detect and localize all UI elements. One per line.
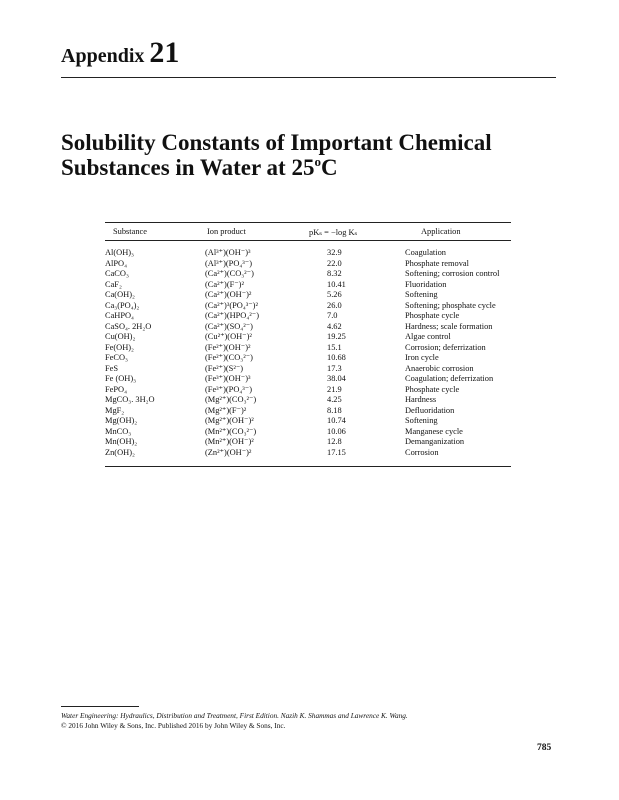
- cell-ion-product: (Mg²⁺)(CO₃²⁻): [205, 395, 257, 404]
- cell-application: Fluoridation: [405, 279, 447, 289]
- cell-substance: CaF₂: [105, 279, 122, 289]
- heading-rule: [61, 77, 556, 78]
- cell-pks: 10.68: [327, 353, 346, 362]
- cell-application: Phosphate cycle: [405, 384, 460, 394]
- cell-ion-product: (Ca²⁺)(OH⁻)²: [205, 290, 252, 299]
- cell-pks: 10.74: [327, 416, 346, 425]
- title-line-2: Substances in Water at 25$^o$C: [61, 154, 338, 180]
- cell-pks: 15.1: [327, 342, 342, 352]
- footnote-citation: Water Engineering: Hydraulics, Distribution and Treatment, First Edition. Nazih K. Shammas and Lawrence K. Wang.: [61, 711, 408, 720]
- cell-pks: 10.41: [327, 279, 346, 289]
- table-row: [105, 280, 511, 291]
- table-body: [105, 248, 511, 458]
- cell-application: Softening: [405, 416, 438, 425]
- cell-pks: 21.9: [327, 384, 342, 394]
- footnote-copyright: © 2016 John Wiley & Sons, Inc. Published 2016 by John Wiley & Sons, Inc.: [61, 721, 286, 730]
- cell-substance: Mg(OH)₂: [105, 416, 138, 425]
- cell-pks: 17.15: [327, 447, 346, 457]
- table-row: [105, 290, 511, 301]
- cell-application: Manganese cycle: [405, 426, 463, 436]
- table-row: [105, 374, 511, 385]
- cell-ion-product: (Fe²⁺)(OH⁻)²: [205, 342, 251, 352]
- cell-application: Softening; phosphate cycle: [405, 300, 496, 310]
- cell-pks: 38.04: [327, 374, 346, 383]
- cell-substance: Cu(OH)₂: [105, 332, 136, 341]
- cell-pks: 4.62: [327, 321, 342, 331]
- header-substance: Substance: [113, 227, 147, 236]
- cell-ion-product: (Ca²⁺)(F⁻)²: [205, 279, 244, 289]
- cell-pks: 12.8: [327, 437, 342, 446]
- table-row: [105, 406, 511, 417]
- cell-ion-product: (Zn²⁺)(OH⁻)²: [205, 447, 252, 457]
- cell-pks: 8.18: [327, 405, 342, 415]
- table-row: [105, 427, 511, 438]
- table-row: [105, 259, 511, 270]
- cell-ion-product: (Al³⁺)(PO₄³⁻): [205, 258, 253, 268]
- cell-substance: MgCO₃. 3H₂O: [105, 395, 155, 404]
- cell-application: Coagulation: [405, 248, 446, 257]
- table-row: [105, 269, 511, 280]
- table-row: [105, 437, 511, 448]
- cell-ion-product: (Fe³⁺)(PO₄³⁻): [205, 384, 253, 394]
- cell-pks: 8.32: [327, 269, 342, 278]
- cell-application: Hardness; scale formation: [405, 321, 493, 331]
- cell-ion-product: (Mn²⁺)(CO₃²⁻): [205, 426, 257, 436]
- cell-application: Hardness: [405, 395, 437, 404]
- table-row: [105, 364, 511, 375]
- table-row: [105, 353, 511, 364]
- table-row: [105, 301, 511, 312]
- cell-substance: AlPO₄: [105, 258, 128, 268]
- cell-application: Phosphate removal: [405, 258, 469, 268]
- table-row: [105, 311, 511, 322]
- page-title: [61, 130, 561, 180]
- cell-ion-product: (Ca²⁺)(HPO₄²⁻): [205, 311, 259, 320]
- cell-ion-product: (Ca²⁺)³(PO₄³⁻)²: [205, 300, 258, 310]
- cell-substance: CaHPO₄: [105, 311, 134, 320]
- cell-substance: CaSO₄. 2H₂O: [105, 321, 152, 331]
- appendix-word: Appendix: [61, 45, 145, 67]
- cell-application: Corrosion; deferrization: [405, 342, 486, 352]
- cell-pks: 4.25: [327, 395, 342, 404]
- cell-pks: 26.0: [327, 300, 342, 310]
- header-ion-product: Ion product: [207, 227, 246, 236]
- cell-ion-product: (Mg²⁺)(OH⁻)²: [205, 416, 254, 425]
- cell-substance: MnCO₃: [105, 426, 132, 436]
- cell-application: Iron cycle: [405, 353, 439, 362]
- cell-application: Softening; corrosion control: [405, 269, 500, 278]
- table-row: [105, 385, 511, 396]
- solubility-table: [105, 222, 511, 467]
- cell-ion-product: (Fe²⁺)(CO₃²⁻): [205, 353, 253, 362]
- cell-pks: 17.3: [327, 363, 342, 373]
- cell-ion-product: (Al³⁺)(OH⁻)³: [205, 248, 251, 257]
- cell-substance: Fe(OH)₂: [105, 342, 134, 352]
- cell-substance: FeCO₃: [105, 353, 128, 362]
- page-number: 785: [537, 743, 552, 753]
- cell-pks: 19.25: [327, 332, 346, 341]
- table-row: [105, 322, 511, 333]
- cell-ion-product: (Ca²⁺)(SO₄²⁻): [205, 321, 253, 331]
- cell-ion-product: (Ca²⁺)(CO₃²⁻): [205, 269, 254, 278]
- table-top-rule: [105, 222, 511, 223]
- cell-substance: MgF₂: [105, 405, 125, 415]
- cell-application: Demanganization: [405, 437, 465, 446]
- cell-pks: 32.9: [327, 248, 342, 257]
- cell-substance: Fe (OH)₃: [105, 374, 137, 383]
- cell-ion-product: (Mg²⁺)(F⁻)²: [205, 405, 247, 415]
- cell-application: Corrosion: [405, 447, 439, 457]
- table-row: [105, 332, 511, 343]
- cell-ion-product: (Mn²⁺)(OH⁻)²: [205, 437, 254, 446]
- cell-substance: Zn(OH)₂: [105, 447, 135, 457]
- appendix-heading: [61, 36, 179, 70]
- cell-application: Defluoridation: [405, 405, 455, 415]
- table-header-rule: [105, 240, 511, 241]
- cell-application: Phosphate cycle: [405, 311, 460, 320]
- cell-substance: FeS: [105, 363, 119, 373]
- cell-ion-product: (Fe³⁺)(OH⁻)³: [205, 374, 251, 383]
- header-application: Application: [421, 227, 461, 236]
- cell-ion-product: (Fe²⁺)(S²⁻): [205, 363, 244, 373]
- cell-substance: FePO₄: [105, 384, 128, 394]
- footnote: [61, 711, 408, 731]
- table-row: [105, 448, 511, 459]
- table-header-row: [105, 225, 511, 238]
- cell-pks: 7.0: [327, 311, 338, 320]
- table-row: [105, 343, 511, 354]
- cell-application: Coagulation; deferrization: [405, 374, 494, 383]
- table-row: [105, 416, 511, 427]
- cell-substance: Mn(OH)₂: [105, 437, 138, 446]
- cell-application: Softening: [405, 290, 438, 299]
- cell-ion-product: (Cu²⁺)(OH⁻)²: [205, 332, 252, 341]
- cell-pks: 5.26: [327, 290, 342, 299]
- header-pks: pKₛ = −log Kₛ: [309, 227, 358, 237]
- footnote-rule: [61, 706, 139, 707]
- cell-application: Algae control: [405, 332, 451, 341]
- title-line-1: Solubility Constants of Important Chemical: [61, 130, 492, 155]
- cell-pks: 22.0: [327, 258, 342, 268]
- cell-substance: Al(OH)₃: [105, 248, 134, 257]
- cell-substance: Ca(OH)₂: [105, 290, 135, 299]
- appendix-number: 21: [149, 36, 180, 69]
- cell-substance: CaCO₃: [105, 269, 129, 278]
- table-bottom-rule: [105, 466, 511, 467]
- table-row: [105, 248, 511, 259]
- table-row: [105, 395, 511, 406]
- cell-pks: 10.06: [327, 426, 346, 436]
- cell-application: Anaerobic corrosion: [405, 363, 474, 373]
- cell-substance: Ca₃(PO₄)₂: [105, 300, 140, 310]
